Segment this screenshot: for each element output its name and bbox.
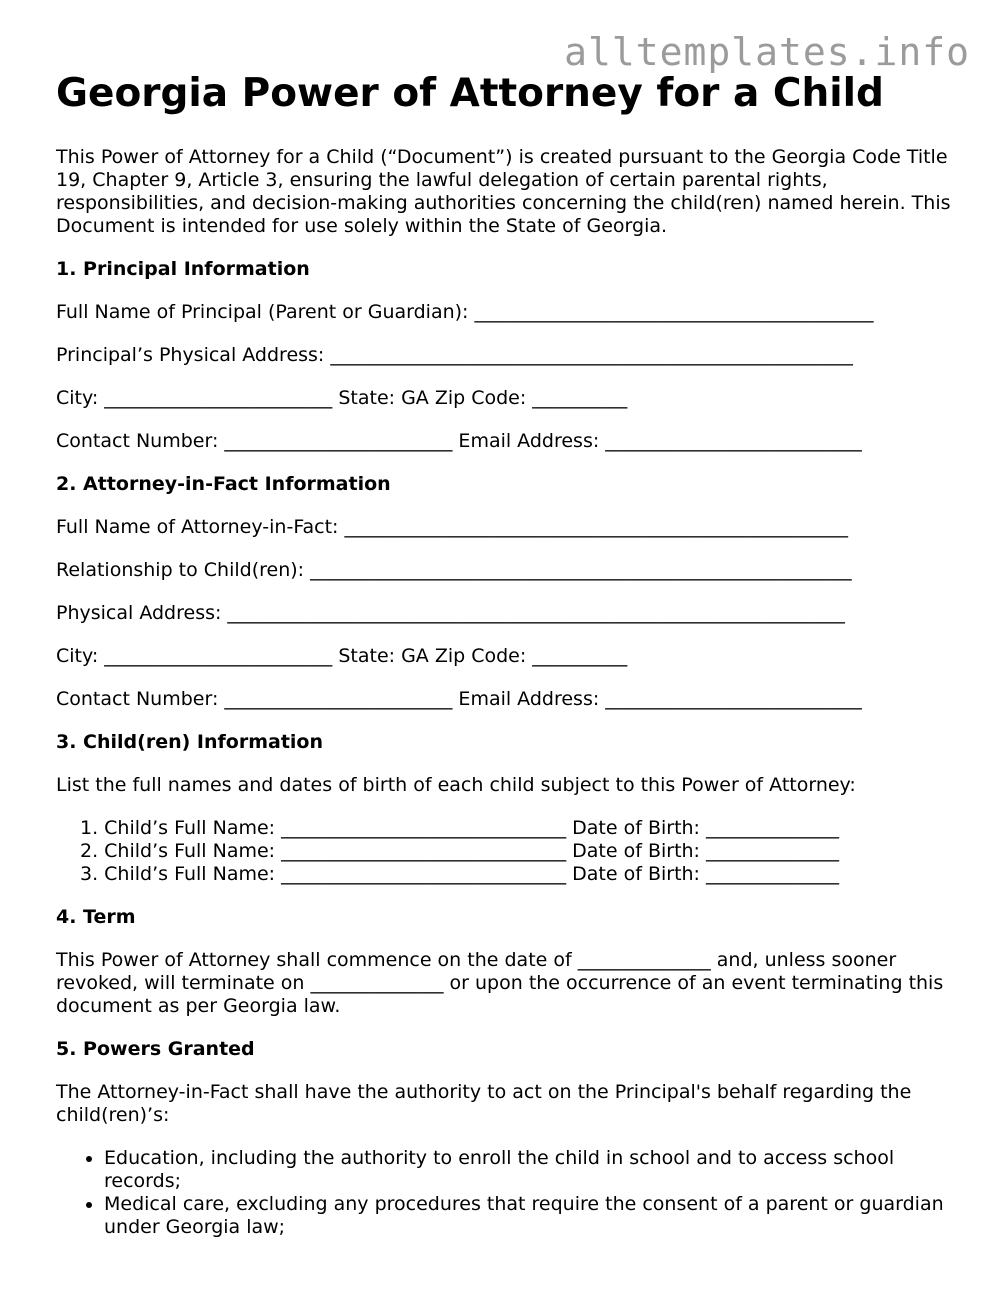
powers-list xyxy=(56,1147,956,1239)
section-principal-heading: 1. Principal Information xyxy=(56,258,310,280)
attorney-city-field: City: ________________________ State: GA Zip Code: __________ xyxy=(56,645,628,667)
section-term-heading: 4. Term xyxy=(56,906,136,928)
power-item: • Education, including the authority to enroll the child in school and to access school records; xyxy=(104,1147,956,1193)
power-item: • Medical care, excluding any procedures that require the consent of a parent or guardian under Georgia law; xyxy=(104,1193,956,1239)
child-entry: 2. Child’s Full Name: ______________________________ Date of Birth: ______________ xyxy=(80,840,839,862)
section-attorney-heading: 2. Attorney-in-Fact Information xyxy=(56,473,391,495)
principal-name-field: Full Name of Principal (Parent or Guardian): __________________________________________ xyxy=(56,301,874,323)
principal-city-field: City: ________________________ State: GA Zip Code: __________ xyxy=(56,387,628,409)
child-entry: 1. Child’s Full Name: ______________________________ Date of Birth: ______________ xyxy=(80,817,839,839)
principal-contact-field: Contact Number: ________________________ Email Address: ___________________________ xyxy=(56,430,862,452)
attorney-contact-field: Contact Number: ________________________ Email Address: ___________________________ xyxy=(56,688,862,710)
child-entry: 3. Child’s Full Name: ______________________________ Date of Birth: ______________ xyxy=(80,863,839,885)
document-title: Georgia Power of Attorney for a Child xyxy=(56,71,884,116)
intro-paragraph: This Power of Attorney for a Child (“Document”) is created pursuant to the Georgia Code Title 19, Chapter 9, Article 3, ensuring the lawful delegation of certain parental rights, responsibilities, and decision-making authorities concerning the child(ren) named herein. This Document is intended for use solely within the State of Georgia. xyxy=(56,146,951,237)
children-instruction: List the full names and dates of birth of each child subject to this Power of Attorney: xyxy=(56,774,856,796)
attorney-address-field: Physical Address: _________________________________________________________________ xyxy=(56,602,845,624)
watermark: alltemplates.info xyxy=(564,30,970,74)
powers-paragraph: The Attorney-in-Fact shall have the authority to act on the Principal's behalf regarding the child(ren)’s: xyxy=(56,1081,912,1126)
section-children-heading: 3. Child(ren) Information xyxy=(56,731,323,753)
document-page xyxy=(56,68,956,1239)
children-list xyxy=(56,817,956,886)
principal-address-field: Principal’s Physical Address: _______________________________________________________ xyxy=(56,344,853,366)
attorney-name-field: Full Name of Attorney-in-Fact: _____________________________________________________ xyxy=(56,516,848,538)
section-powers-heading: 5. Powers Granted xyxy=(56,1038,255,1060)
attorney-relationship-field: Relationship to Child(ren): _________________________________________________________ xyxy=(56,559,852,581)
term-paragraph: This Power of Attorney shall commence on the date of ______________ and, unless sooner revoked, will terminate on ______________ or upon the occurrence of an event terminating this document as per Georgia law. xyxy=(56,949,944,1017)
